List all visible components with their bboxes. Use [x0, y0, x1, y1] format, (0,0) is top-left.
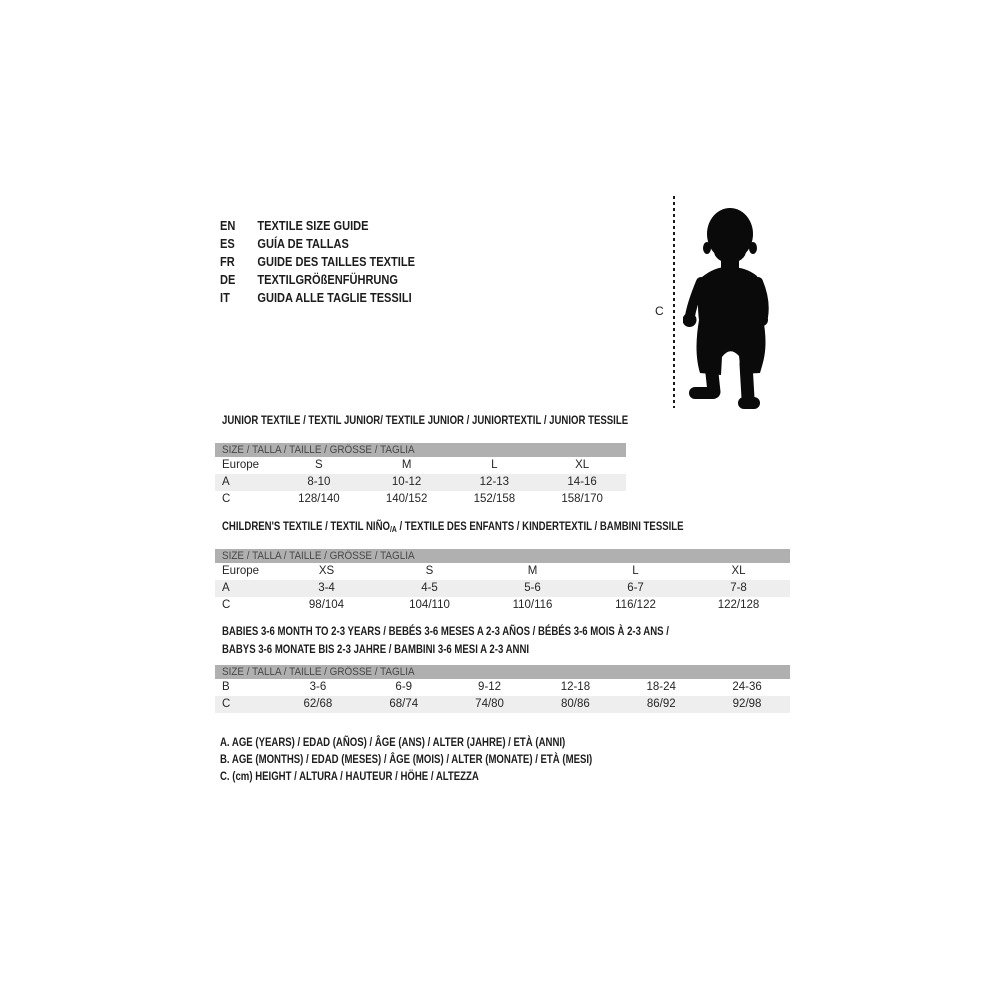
- cell-value: 18-24: [646, 681, 676, 693]
- language-guide-row: [220, 289, 415, 307]
- cell-value: 12-13: [479, 476, 510, 488]
- row-cells: [275, 457, 626, 474]
- table-row: [215, 696, 790, 713]
- junior-textile-table: [215, 443, 626, 508]
- cell-value: S: [315, 459, 323, 471]
- table-row: [215, 491, 626, 508]
- row-cells: [275, 679, 790, 696]
- row-cells: [275, 580, 790, 597]
- cell-value: M: [401, 459, 412, 471]
- language-guide-row: [220, 217, 415, 235]
- size-header-label: SIZE / TALLA / TAILLE / GRÖSSE / TAGLIA: [222, 666, 415, 678]
- row-cells: [275, 491, 626, 508]
- language-guide-row: [220, 235, 415, 253]
- height-measure-dashed-line: [673, 196, 675, 408]
- cell-value: 7-8: [730, 582, 747, 594]
- cell-value: 9-12: [478, 681, 502, 693]
- cell-value: M: [527, 565, 538, 577]
- cell-value: S: [425, 565, 434, 577]
- size-header-label: SIZE / TALLA / TAILLE / GRÖSSE / TAGLIA: [222, 444, 415, 456]
- size-header-band: [215, 665, 790, 679]
- cell-value: 62/68: [303, 698, 333, 710]
- section-title-line: [222, 517, 684, 538]
- babies-textile-table: [215, 665, 790, 713]
- language-guide-row: [220, 253, 415, 271]
- language-code: FR: [220, 254, 235, 269]
- cell-value: L: [491, 459, 498, 471]
- height-measure-label: C: [655, 304, 664, 318]
- cell-value: 74/80: [475, 698, 504, 710]
- cell-value: 6-7: [627, 582, 644, 594]
- childrens-textile-title: [222, 517, 684, 538]
- language-code: IT: [220, 290, 230, 305]
- cell-value: 6-9: [395, 681, 413, 693]
- cell-value: 140/152: [385, 493, 428, 505]
- cell-value: 128/140: [298, 493, 340, 505]
- title-segment: / TEXTILE DES ENFANTS / KINDERTEXTIL / BAMBINI TESSILE: [396, 519, 684, 533]
- row-cells: [275, 563, 790, 580]
- cell-value: 98/104: [308, 599, 345, 611]
- title-segment: BABYS 3-6 MONATE BIS 2-3 JAHRE / BAMBINI 3-6 MESI A 2-3 ANNI: [222, 642, 530, 656]
- cell-value: L: [632, 565, 639, 577]
- title-segment: CHILDREN'S TEXTILE / TEXTIL NIÑO: [222, 519, 390, 533]
- row-label: B: [222, 681, 230, 693]
- cell-value: 3-6: [309, 681, 327, 693]
- cell-value: 116/122: [615, 599, 656, 611]
- cell-value: 12-18: [560, 681, 591, 693]
- cell-value: 104/110: [409, 599, 450, 611]
- section-title-line: [222, 411, 628, 429]
- language-guide-label: GUIDE DES TAILLES TEXTILE: [257, 254, 415, 269]
- table-row: [215, 457, 626, 474]
- section-title-line: [222, 640, 669, 658]
- cell-value: 8-10: [307, 476, 331, 488]
- row-label: C: [222, 698, 231, 710]
- cell-value: 14-16: [567, 476, 597, 488]
- row-label: Europe: [222, 459, 260, 471]
- row-label: C: [222, 599, 231, 611]
- section-title-line: [222, 622, 669, 640]
- babies-textile-title: [222, 622, 669, 658]
- language-code: ES: [220, 236, 235, 251]
- cell-value: 10-12: [391, 476, 422, 488]
- language-guide-label: GUIDA ALLE TAGLIE TESSILI: [257, 290, 412, 305]
- language-title-block: [220, 217, 449, 307]
- legend-line: B. AGE (MONTHS) / EDAD (MESES) / ÂGE (MOIS) / ALTER (MONATE) / ETÀ (MESI): [220, 752, 593, 766]
- cell-value: 122/128: [717, 599, 760, 611]
- measurement-legend: [220, 734, 685, 785]
- language-guide-label: TEXTILE SIZE GUIDE: [257, 218, 369, 233]
- language-code: DE: [220, 272, 236, 287]
- row-label: A: [222, 476, 230, 488]
- table-row: [215, 679, 790, 696]
- row-cells: [275, 696, 790, 713]
- table-row: [215, 563, 790, 580]
- title-segment: JUNIOR TEXTILE / TEXTIL JUNIOR/ TEXTILE JUNIOR / JUNIORTEXTIL / JUNIOR TESSILE: [222, 413, 629, 427]
- cell-value: 3-4: [318, 582, 335, 594]
- cell-value: 5-6: [524, 582, 541, 594]
- row-label: C: [222, 493, 231, 505]
- cell-value: 24-36: [732, 681, 762, 693]
- size-header-band: [215, 443, 626, 457]
- legend-line: C. (cm) HEIGHT / ALTURA / HAUTEUR / HÖHE / ALTEZZA: [220, 769, 479, 783]
- cell-value: 68/74: [389, 698, 419, 710]
- junior-textile-title: [222, 411, 628, 429]
- size-header-label: SIZE / TALLA / TAILLE / GRÖSSE / TAGLIA: [222, 550, 415, 562]
- row-label: Europe: [222, 565, 260, 577]
- toddler-silhouette-icon: [683, 206, 778, 410]
- language-guide-label: GUÍA DE TALLAS: [257, 236, 349, 251]
- legend-line: A. AGE (YEARS) / EDAD (AÑOS) / ÂGE (ANS) / ALTER (JAHRE) / ETÀ (ANNI): [220, 735, 566, 749]
- language-guide-label: TEXTILGRÖßENFÜHRUNG: [257, 272, 398, 287]
- size-header-band: [215, 549, 790, 563]
- cell-value: XS: [318, 565, 335, 577]
- table-row: [215, 474, 626, 491]
- table-row: [215, 597, 790, 614]
- row-cells: [275, 597, 790, 614]
- title-segment: BABIES 3-6 MONTH TO 2-3 YEARS / BEBÉS 3-6 MESES A 2-3 AÑOS / BÉBÉS 3-6 MOIS À 2-3 ANS /: [222, 624, 669, 638]
- cell-value: 110/116: [512, 599, 553, 611]
- row-cells: [275, 474, 626, 491]
- title-subscript: /A: [389, 524, 397, 534]
- language-guide-row: [220, 271, 415, 289]
- cell-value: 158/170: [561, 493, 603, 505]
- cell-value: XL: [575, 459, 590, 471]
- language-code: EN: [220, 218, 236, 233]
- row-label: A: [222, 582, 230, 594]
- cell-value: 92/98: [732, 698, 762, 710]
- cell-value: 86/92: [646, 698, 676, 710]
- cell-value: 80/86: [561, 698, 590, 710]
- cell-value: 152/158: [473, 493, 516, 505]
- cell-value: 4-5: [421, 582, 438, 594]
- table-row: [215, 580, 790, 597]
- childrens-textile-table: [215, 549, 790, 614]
- cell-value: XL: [731, 565, 746, 577]
